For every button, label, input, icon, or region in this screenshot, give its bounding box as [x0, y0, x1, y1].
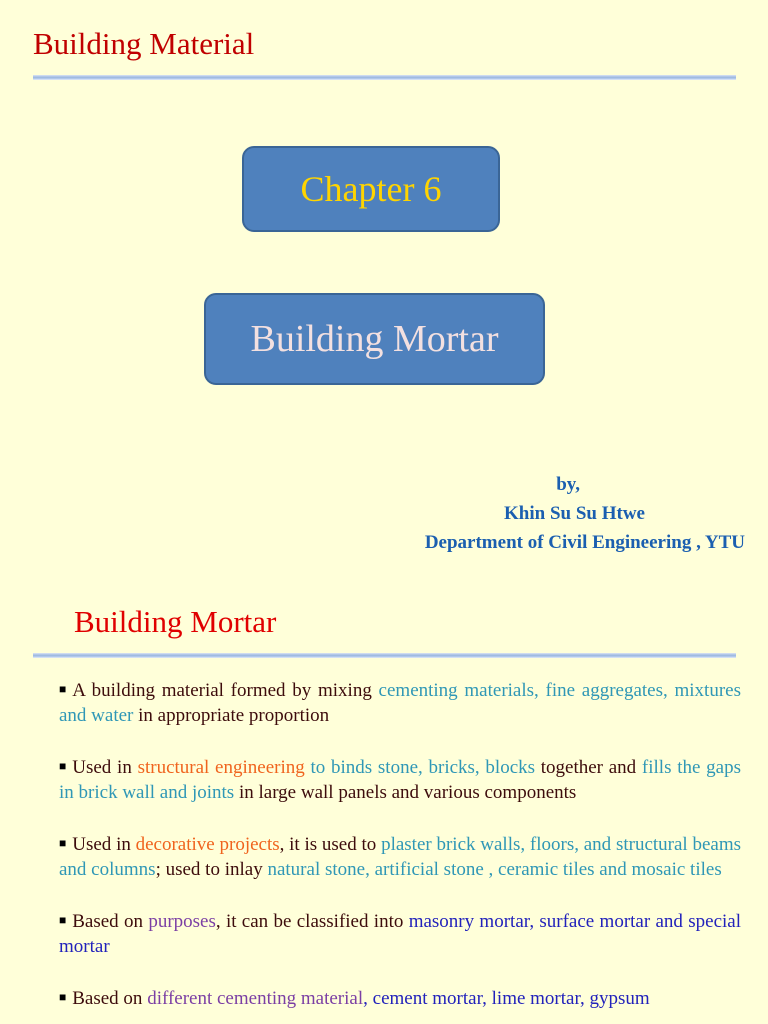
- square-bullet-icon: ■: [59, 913, 67, 927]
- bullet-text-run: in appropriate proportion: [133, 705, 330, 726]
- bullet-item: [59, 985, 741, 1011]
- bullet-text-run: purposes: [148, 911, 216, 932]
- bullet-text-run: natural stone, artificial stone , ceramic tiles and mosaic tiles: [267, 859, 722, 880]
- bullet-text-run: different cementing material: [147, 988, 364, 1009]
- square-bullet-icon: ■: [59, 682, 67, 696]
- byline-department: Department of Civil Engineering , YTU: [424, 532, 745, 553]
- bullet-text-run: Used in: [72, 757, 138, 778]
- byline: [325, 470, 745, 557]
- bullet-item: [59, 754, 741, 805]
- slide-header-title: Building Material: [33, 26, 255, 61]
- square-bullet-icon: ■: [59, 836, 67, 850]
- chapter-box: [242, 146, 500, 232]
- bullet-item: [59, 831, 741, 882]
- bullet-text-run: ; used to inlay: [155, 859, 268, 880]
- bullet-text-run: A building material formed by mixing: [72, 680, 379, 701]
- bullet-text-run: Used in: [72, 834, 136, 855]
- bullet-text-run: masonry mortar, surface mortar and special mortar: [59, 911, 742, 957]
- bullet-text-run: Based on: [72, 911, 149, 932]
- bullet-item: [59, 677, 741, 728]
- bullet-text-run: structural engineering: [137, 757, 305, 778]
- subject-label: Building Mortar: [250, 318, 499, 360]
- chapter-label: Chapter 6: [300, 169, 442, 209]
- square-bullet-icon: ■: [59, 990, 67, 1004]
- bullet-item: [59, 908, 741, 959]
- bullet-text-run: decorative projects: [135, 834, 280, 855]
- header-divider: [33, 75, 736, 80]
- bullet-text-run: cementing materials, fine aggregates, mixtures and water: [59, 680, 741, 726]
- byline-by: by,: [556, 474, 580, 495]
- bullet-list: [59, 677, 741, 1024]
- bullet-text-run: , cement mortar, lime mortar, gypsum: [363, 988, 650, 1009]
- bullet-text-run: Based on: [72, 988, 148, 1009]
- section-title: Building Mortar: [74, 604, 277, 639]
- subject-box: [204, 293, 545, 385]
- bullet-text-run: together and: [535, 757, 642, 778]
- section-divider: [33, 653, 736, 658]
- bullet-text-run: fills the gaps in brick wall and joints: [59, 757, 741, 803]
- bullet-text-run: plaster brick walls, floors, and structural beams and columns: [59, 834, 741, 880]
- bullet-text-run: in large wall panels and various components: [234, 782, 577, 803]
- square-bullet-icon: ■: [59, 759, 67, 773]
- bullet-text-run: , it can be classified into: [215, 911, 409, 932]
- byline-author: Khin Su Su Htwe: [504, 503, 645, 524]
- bullet-text-run: to binds stone, bricks, blocks: [304, 757, 536, 778]
- bullet-text-run: , it is used to: [279, 834, 382, 855]
